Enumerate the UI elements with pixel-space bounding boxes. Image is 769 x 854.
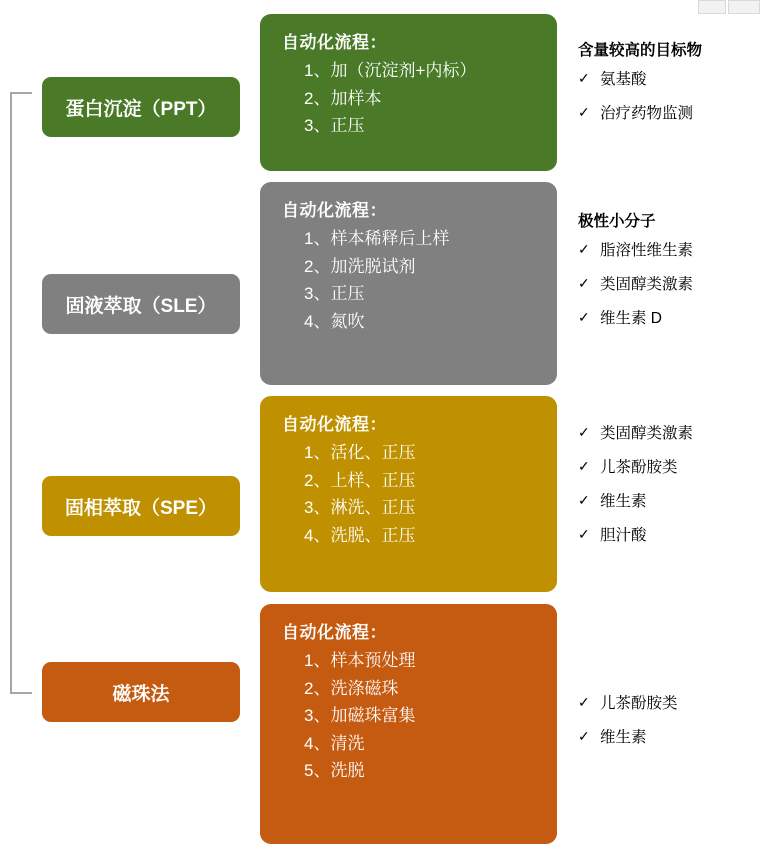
- process-step: 1、样本稀释后上样: [304, 229, 450, 248]
- target-item: [578, 239, 768, 263]
- target-item-label: 类固醇类激素: [600, 425, 694, 442]
- target-item: [578, 68, 768, 92]
- process-step: 2、加洗脱试剂: [304, 256, 416, 276]
- method-label-ppt-text: 蛋白沉淀（PPT）: [65, 98, 217, 120]
- process-step: 1、加（沉淀剂+内标）: [304, 61, 477, 80]
- target-group-mag: [578, 692, 768, 760]
- process-step: 4、清洗: [304, 733, 365, 753]
- check-icon: ✓: [578, 424, 590, 440]
- check-icon: ✓: [578, 275, 590, 292]
- target-item-label: 儿茶酚胺类: [600, 695, 678, 712]
- process-step: 5、洗脱: [304, 761, 365, 781]
- target-item-label: 治疗药物监测: [600, 105, 694, 123]
- target-heading: 极性小分子: [578, 213, 656, 230]
- check-icon: ✓: [578, 526, 590, 543]
- method-label-mag: [42, 662, 240, 722]
- target-item: [578, 726, 768, 750]
- target-item-label: 胆汁酸: [600, 527, 647, 545]
- process-title-mag: 自动化流程：: [282, 623, 387, 642]
- process-step: 3、淋洗、正压: [304, 498, 416, 518]
- process-box-sle: [260, 182, 557, 385]
- target-group-spe: [578, 422, 768, 558]
- process-title-sle: 自动化流程：: [282, 201, 387, 220]
- corner-mark-right: [728, 0, 760, 14]
- process-title-ppt: 自动化流程：: [282, 33, 387, 52]
- process-box-ppt: [260, 14, 557, 171]
- method-label-ppt: [42, 77, 240, 137]
- check-icon: ✓: [578, 104, 590, 121]
- corner-mark-left: [698, 0, 726, 14]
- process-box-mag: [260, 604, 557, 844]
- method-label-mag-text: 磁珠法: [112, 683, 170, 705]
- method-label-spe-text: 固相萃取（SPE）: [64, 497, 218, 519]
- target-item: [578, 524, 768, 548]
- target-item-label: 维生素 D: [600, 310, 663, 328]
- grouping-bracket: [10, 92, 32, 694]
- target-item-label: 维生素: [600, 729, 647, 747]
- process-step: 4、氮吹: [304, 311, 365, 331]
- method-label-sle-text: 固液萃取（SLE）: [65, 295, 217, 317]
- target-item-label: 类固醇类激素: [600, 276, 694, 294]
- target-item-label: 脂溶性维生素: [600, 242, 694, 259]
- target-item: [578, 490, 768, 514]
- process-step: 1、活化、正压: [304, 443, 416, 462]
- check-icon: ✓: [578, 458, 590, 475]
- target-item-label: 维生素: [600, 493, 647, 511]
- target-item: [578, 456, 768, 480]
- process-step: 3、正压: [304, 116, 365, 136]
- target-item: [578, 692, 768, 716]
- process-step: 3、加磁珠富集: [304, 706, 416, 726]
- process-step: 4、洗脱、正压: [304, 525, 416, 545]
- process-step: 3、正压: [304, 284, 365, 304]
- process-step: 2、洗涤磁珠: [304, 678, 399, 698]
- check-icon: ✓: [578, 241, 590, 257]
- process-step: 1、样本预处理: [304, 651, 416, 670]
- method-label-sle: [42, 274, 240, 334]
- target-item: [578, 273, 768, 297]
- target-group-sle: [578, 209, 768, 341]
- target-item-label: 儿茶酚胺类: [600, 459, 678, 477]
- process-step: 2、加样本: [304, 88, 382, 108]
- target-item: [578, 422, 768, 446]
- target-item: [578, 307, 768, 331]
- check-icon: ✓: [578, 309, 590, 326]
- check-icon: ✓: [578, 70, 590, 86]
- target-group-ppt: [578, 38, 768, 136]
- check-icon: ✓: [578, 492, 590, 509]
- target-item-label: 氨基酸: [600, 71, 647, 88]
- process-title-spe: 自动化流程：: [282, 415, 387, 434]
- check-icon: ✓: [578, 694, 590, 710]
- process-box-spe: [260, 396, 557, 592]
- target-item: [578, 102, 768, 126]
- process-step: 2、上样、正压: [304, 470, 416, 490]
- method-label-spe: [42, 476, 240, 536]
- target-heading: 含量较高的目标物: [578, 42, 703, 59]
- check-icon: ✓: [578, 728, 590, 745]
